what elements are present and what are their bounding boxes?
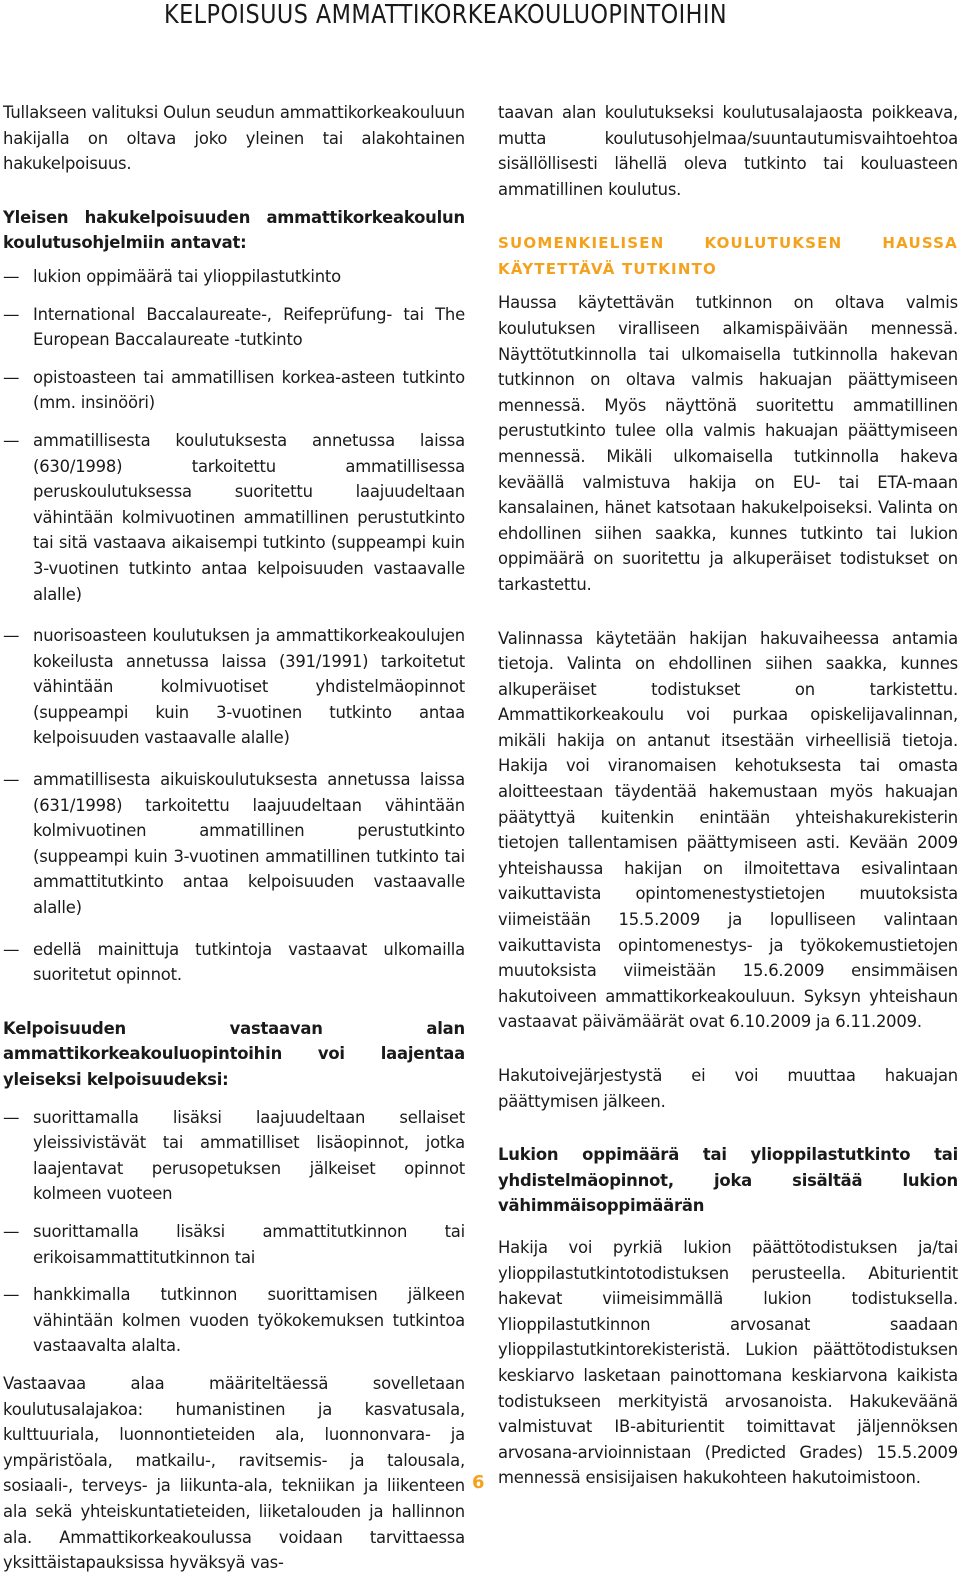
list-item: — ammatillisesta koulutuksesta annetussa laissa (630/1998) tarkoitettu ammatillisessa peruskoulutuksessa suoritettu laajuudeltaan vähintään kolmivuotinen ammatillinen perustutkinto tai sitä vastaava aikaisempi tutkinto (suppeampi kuin 3-vuotinen tutkinto antaa kelpoisuuden vastaavalle alalle) bbox=[3, 428, 465, 607]
list-item: — edellä mainittuja tutkintoja vastaavat ulkomailla suoritetut opinnot. bbox=[3, 937, 465, 988]
extend-eligibility-heading: Kelpoisuuden vastaavan alan ammattikorkeakouluopintoihin voi laajentaa yleiseksi kelpoisuudeksi: bbox=[3, 1018, 465, 1089]
lukio-heading: Lukion oppimäärä tai ylioppilastutkinto tai yhdistelmäopinnot, joka sisältää lukion vähimmäisoppimäärän bbox=[498, 1145, 958, 1216]
list-item: — suorittamalla lisäksi ammattitutkinnon tai erikoisammattitutkinnon tai bbox=[3, 1219, 465, 1270]
list-item: — hankkimalla tutkinnon suorittamisen jälkeen vähintään kolmen vuoden työkokemuksen tutkintoa vastaavalta alalta. bbox=[3, 1282, 465, 1359]
continuation-paragraph: taavan alan koulutukseksi koulutusalajaosta poikkeava, mutta koulutusohjelmaa/suuntautumisvaihtoehtoa sisällöllisesti lähellä oleva tutkinto tai kouluasteen ammatillinen koulutus. bbox=[498, 103, 958, 199]
left-column bbox=[3, 100, 465, 1576]
list-item: — suorittamalla lisäksi laajuudeltaan sellaiset yleissivistävät tai ammatilliset lisäopinnot, jotka laajentavat perusopetuksen jälkeiset opinnot kolmeen vuoteen bbox=[3, 1105, 465, 1207]
general-eligibility-list bbox=[3, 264, 465, 988]
intro-paragraph: Tullakseen valituksi Oulun seudun ammattikorkeakouluun hakijalla on oltava joko yleinen tai alakohtainen hakukelpoisuus. bbox=[3, 103, 465, 174]
finnish-degree-heading: SUOMENKIELISEN KOULUTUKSEN HAUSSA KÄYTETTÄVÄ TUTKINTO bbox=[498, 234, 958, 279]
extend-eligibility-list bbox=[3, 1105, 465, 1359]
selection-paragraph: Valinnassa käytetään hakijan hakuvaiheessa antamia tietoja. Valinta on ehdollinen siihen saakka, kunnes alkuperäiset todistukset on tarkistettu. Ammattikorkeakoulu voi purkaa opiskelijavalinnan, mikäli hakija on antanut itsestään virheellisiä tietoja. Hakija voi viranomaisen kehotuksesta tai omasta aloitteestaan täydentää hakemustaan myös hakuajan päätyttyä kuitenkin enintään yhteishakurekisterin tietojen tallentamisen päättymiseen asti. Kevään 2009 yhteishaussa hakijan on ilmoitettava esivalintaan vaikuttavista opintomenestystietojen muutoksista viimeistään 15.5.2009 ja lopulliseen valintaan vaikuttavista opintomenestys- ja työkokemustietojen muutoksista viimeistään 15.6.2009 ensimmäisen hakutoiveen ammattikorkeakouluun. Syksyn yhteishaun vastaavat päivämäärät ovat 6.10.2009 ja 6.11.2009. bbox=[498, 628, 958, 1032]
field-definition-paragraph: Vastaavaa alaa määriteltäessä sovelletaan koulutusalajakoa: humanistinen ja kasvatusala, kulttuuriala, luonnontieteiden ala, luonnonvara- ja ympäristöala, matkailu-, ravitsemis- ja talousala, sosiaali-, terveys- ja liikunta-ala, tekniikan ja liikenteen ala sekä yhteiskuntatieteiden, liiketalouden ja hallinnon ala. Ammattikorkeakoulussa voidaan tarvittaessa yksittäistapauksissa hyväksyä vas- bbox=[3, 1373, 465, 1573]
list-item: — ammatillisesta aikuiskoulutuksesta annetussa laissa (631/1998) tarkoitettu laajuudeltaan vähintään kolmivuotinen ammatillinen perustutkinto (suppeampi kuin 3-vuotinen ammatillinen tutkinto tai ammattitutkinto antaa kelpoisuuden vastaavalle alalle) bbox=[3, 767, 465, 921]
list-item: — nuorisoasteen koulutuksen ja ammattikorkeakoulujen kokeilusta annetussa laissa (391/1991) tarkoitetut vähintään kolmivuotiset yhdistelmäopinnot (suppeampi kuin 3-vuotinen tutkinto antaa kelpoisuuden vastaavalle alalle) bbox=[3, 623, 465, 751]
finnish-degree-paragraph: Haussa käytettävän tutkinnon on oltava valmis koulutuksen viralliseen alkamispäivään mennessä. Näyttötutkinnolla tai ulkomaisella tutkinnolla hakevan tutkinnon on oltava valmis hakuajan päättymiseen mennessä. Myös näyttönä suoritettu ammatillinen perustutkinto tulee olla valmis hakuajan päättymiseen mennessä. Mikäli ulkomaisella tutkinnolla hakeva keväällä valmistuva hakija on EU- tai ETA-maan kansalainen, hänet katsotaan hakukelpoiseksi. Valinta on ehdollinen siihen saakka, kunnes tutkinto tai lukion oppimäärä on suoritettu ja alkuperäiset todistukset on tarkastettu. bbox=[498, 293, 958, 594]
page-number: 6 bbox=[472, 1472, 485, 1493]
list-item: — International Baccalaureate-, Reifeprüfung- tai The European Baccalaureate -tutkinto bbox=[3, 302, 465, 353]
application-order-paragraph: Hakutoivejärjestystä ei voi muuttaa hakuajan päättymisen jälkeen. bbox=[498, 1066, 958, 1111]
list-item: — lukion oppimäärä tai ylioppilastutkinto bbox=[3, 264, 465, 290]
general-eligibility-heading: Yleisen hakukelpoisuuden ammattikorkeakoulun koulutusohjelmiin antavat: bbox=[3, 207, 465, 253]
page-title: KELPOISUUS AMMATTIKORKEAKOULUOPINTOIHIN bbox=[164, 0, 728, 30]
list-item: — opistoasteen tai ammatillisen korkea-asteen tutkinto (mm. insinööri) bbox=[3, 365, 465, 416]
right-column bbox=[498, 100, 958, 1491]
lukio-paragraph: Hakija voi pyrkiä lukion päättötodistuksen ja/tai ylioppilastutkintotodistuksen perusteella. Abiturientit hakevat viimeisimmällä lukion todistuksella. Ylioppilastutkinnon arvosanat saadaan ylioppilastutkintorekisteristä. Lukion päättötodistuksen keskiarvo lasketaan painottomana keskiarvona kaikista todistukseen merkityistä arvosanoista. Hakukeväänä valmistuvat IB-abiturientit toimittavat jäljennöksen arvosana-arvioinnistaan (Predicted Grades) 15.5.2009 mennessä ensisijaisen hakukohteen hakutoimistoon. bbox=[498, 1237, 958, 1488]
